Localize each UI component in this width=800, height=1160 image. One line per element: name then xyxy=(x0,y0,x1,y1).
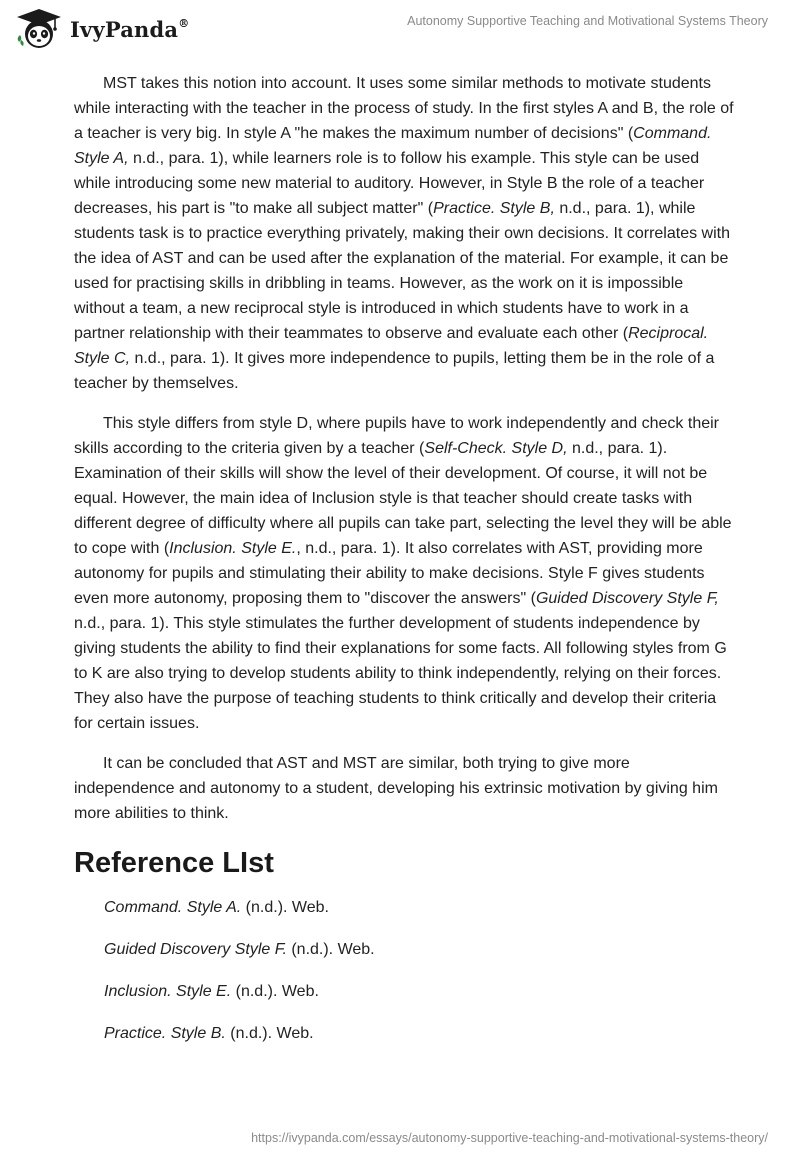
reference-item: Command. Style A. (n.d.). Web. xyxy=(104,899,329,916)
citation-title: Practice. Style B, xyxy=(433,200,555,217)
paragraph-text: n.d., para. 1). It gives more independence to pupils, letting them be in the role of a teacher by themselves. xyxy=(74,350,715,392)
paragraph-text: n.d., para. 1). Examination of their skills will show the level of their development. Of course, it will not be equal. However, the main idea of Inclusion style is that teacher should create tasks with different degree of difficulty where all pupils can take part, selecting the level they will be able to cope with ( xyxy=(74,440,732,557)
citation-title: Command. Style A, xyxy=(74,125,712,167)
paragraph-text: n.d., para. 1), while learners role is to follow his example. This style can be used while introducing some new material to auditory. However, in Style B the role of a teacher decreases, his part is "to make all subject matter" ( xyxy=(74,150,705,217)
paragraph-text: MST takes this notion into account. It uses some similar methods to motivate students while interacting with the teacher in the process of study. In the first styles A and B, the role of a teacher is very big. In style A "he makes the maximum number of decisions" ( xyxy=(74,75,734,142)
body-paragraph xyxy=(74,71,734,396)
paragraph-text: , n.d., para. 1). It also correlates with AST, providing more autonomy for pupils and stimulating their ability to make decisions. Style F gives students even more autonomy, proposing them to "discover the answers" ( xyxy=(74,540,705,607)
reference-list xyxy=(74,895,734,1046)
citation-title: Guided Discovery Style F, xyxy=(535,590,719,607)
citation-title: Inclusion. Style E. xyxy=(169,540,297,557)
panda-logo-icon xyxy=(14,8,64,50)
page-header xyxy=(0,0,800,60)
paragraph-text: This style differs from style D, where pupils have to work independently and check their skills according to the criteria given by a teacher ( xyxy=(74,415,719,457)
source-url[interactable]: https://ivypanda.com/essays/autonomy-supportive-teaching-and-motivational-systems-theory/ xyxy=(251,1131,768,1145)
essay-body xyxy=(74,71,734,1063)
reference-item: Practice. Style B. (n.d.). Web. xyxy=(104,1025,314,1042)
body-paragraph xyxy=(74,751,734,826)
reference-item: Guided Discovery Style F. (n.d.). Web. xyxy=(104,941,375,958)
citation-title: Reciprocal. Style C, xyxy=(74,325,709,367)
paragraph-text: n.d., para. 1), while students task is to practice everything privately, making their own decisions. It correlates with the idea of AST and can be used after the explanation of the material. For example, it can be used for practising skills in dribbling in teams. However, as the work on it is impossible without a team, a new reciprocal style is introduced in which students have to work in a partner relationship with their teammates to observe and evaluate each other ( xyxy=(74,200,730,342)
ivypanda-logo[interactable] xyxy=(14,8,189,50)
citation-title: Self-Check. Style D, xyxy=(424,440,568,457)
document-title: Autonomy Supportive Teaching and Motivational Systems Theory xyxy=(407,14,768,28)
logo-wordmark: IvyPanda® xyxy=(70,16,190,42)
reference-list-heading: Reference LIst xyxy=(74,847,274,879)
body-paragraph xyxy=(74,411,734,736)
reference-item: Inclusion. Style E. (n.d.). Web. xyxy=(104,983,319,1000)
paragraph-text: It can be concluded that AST and MST are similar, both trying to give more independence and autonomy to a student, developing his extrinsic motivation by giving him more abilities to think. xyxy=(74,755,718,822)
paragraph-text: n.d., para. 1). This style stimulates the further development of students independence by giving students the ability to find their explanations for some facts. All following styles from G to K are also trying to develop students ability to think independently, relying on their forces. They also have the purpose of teaching students to think critically and develop their criteria for certain issues. xyxy=(74,615,727,732)
paragraph-list xyxy=(74,71,734,826)
